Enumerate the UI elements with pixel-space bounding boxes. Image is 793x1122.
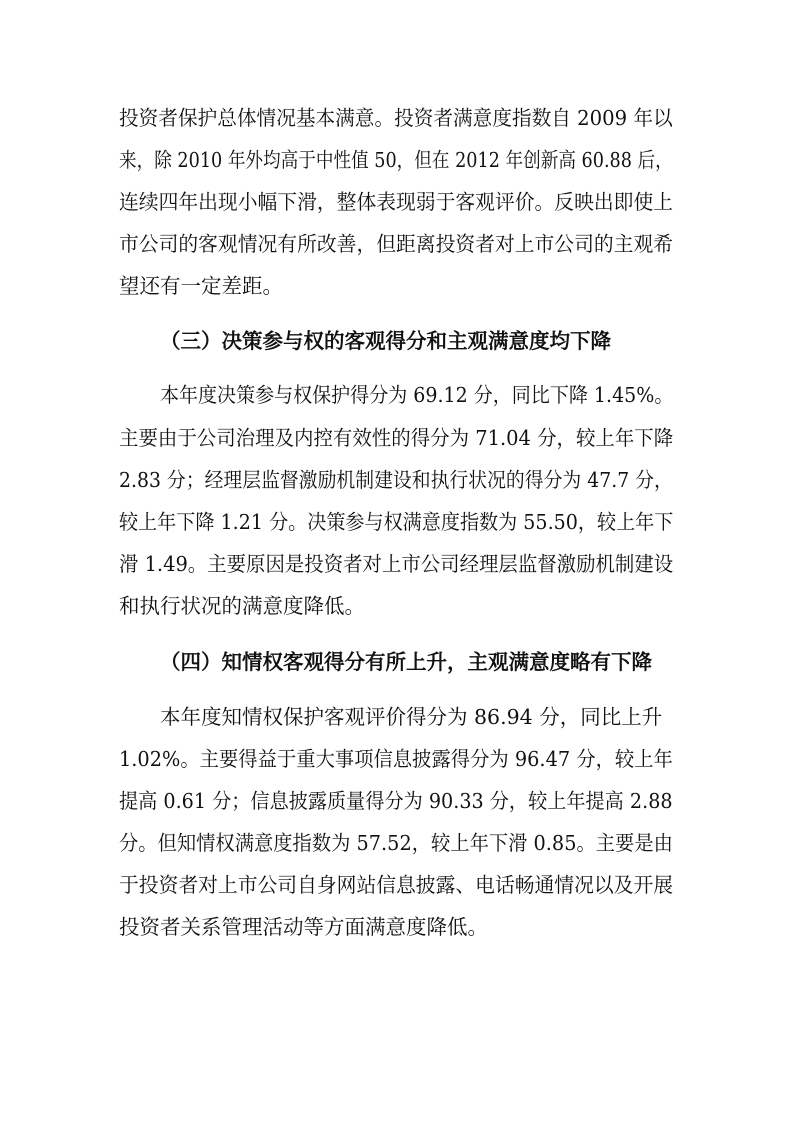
text-line: 1.02%。主要得益于重大事项信息披露得分为 96.47 分，较上年 (119, 747, 673, 771)
text-line: 主要由于公司治理及内控有效性的得分为 71.04 分，较上年下降 (119, 426, 674, 450)
text-line: 较上年下降 1.21 分。决策参与权满意度指数为 55.50，较上年下 (119, 510, 674, 534)
text-line: 本年度决策参与权保护得分为 69.12 分，同比下降 1.45%。 (160, 383, 674, 407)
text-line: 投资者保护总体情况基本满意。投资者满意度指数自 2009 年以 (119, 106, 673, 130)
text-line: 本年度知情权保护客观评价得分为 86.94 分，同比上升 (160, 705, 663, 729)
text-line: 滑 1.49。主要原因是投资者对上市公司经理层监督激励机制建设 (119, 552, 674, 576)
text-line: 投资者关系管理活动等方面满意度降低。 (119, 915, 488, 939)
section-heading-right-to-know: （四）知情权客观得分有所上升，主观满意度略有下降 (160, 650, 652, 674)
text-line: 分。但知情权满意度指数为 57.52，较上年下滑 0.85。主要是由 (119, 831, 673, 855)
text-line: 和执行状况的满意度降低。 (119, 594, 365, 618)
text-line: 市公司的客观情况有所改善，但距离投资者对上市公司的主观希 (119, 232, 674, 256)
text-line: 来，除 2010 年外均高于中性值 50，但在 2012 年创新高 60.88 后， (119, 148, 673, 172)
section-heading-decision-rights: （三）决策参与权的客观得分和主观满意度均下降 (160, 329, 611, 353)
text-line: 连续四年出现小幅下滑，整体表现弱于客观评价。反映出即使上 (119, 190, 674, 214)
text-line: 提高 0.61 分；信息披露质量得分为 90.33 分，较上年提高 2.88 (119, 789, 673, 813)
text-line: 望还有一定差距。 (119, 274, 283, 298)
text-line: 2.83 分；经理层监督激励机制建设和执行状况的得分为 47.7 分， (119, 468, 673, 492)
text-line: 于投资者对上市公司自身网站信息披露、电话畅通情况以及开展 (119, 873, 674, 897)
